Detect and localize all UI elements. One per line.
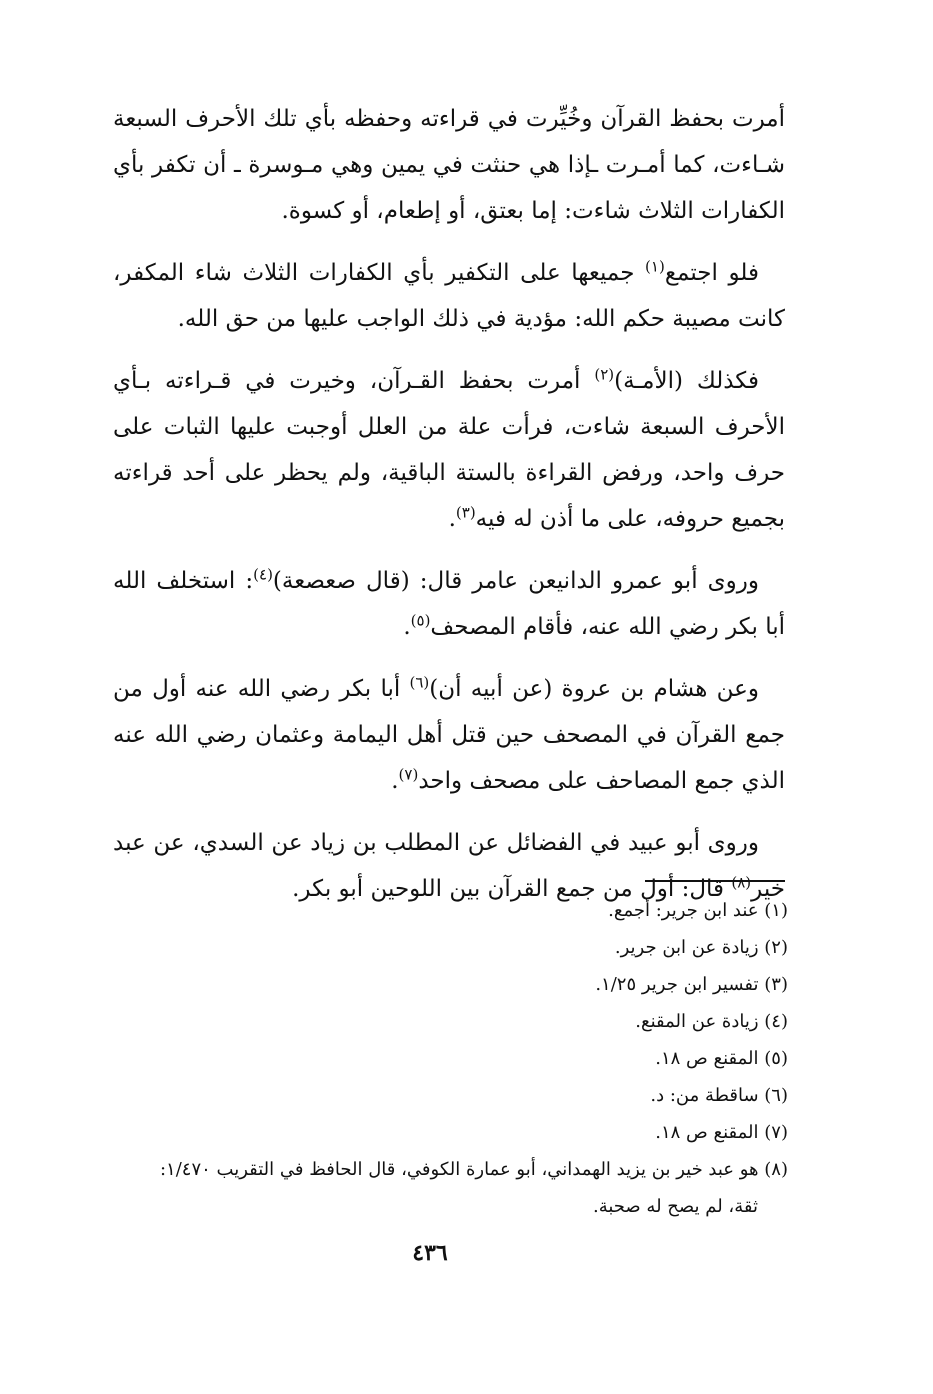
footnote-text: (٢) زيادة عن ابن جرير. xyxy=(614,937,788,958)
footnote xyxy=(108,1040,788,1077)
paragraph-text: أمرت بحفظ القرآن وخُيِّرت في قراءته وحفظه بأي تلك الأحرف السبعة شـاءت، كما أمـرت ـإذا هي حنثت في يمين وهي مـوسرة ـ أن تكفر بأي الكفارات الثلاث شاءت: إما بعتق، أو إطعام، أو كسوة. xyxy=(113,106,785,224)
footnote-reference: (٤) xyxy=(253,565,273,584)
paragraph-text: وروى أبو عبيد في الفضائل عن المطلب بن زياد عن السدي، عن عبد خير xyxy=(113,830,785,902)
footnotes-list xyxy=(108,892,788,1225)
footnote-separator xyxy=(645,880,785,882)
footnote-reference: (١) xyxy=(645,257,665,276)
footnote xyxy=(108,892,788,929)
paragraph-text: . xyxy=(448,506,456,532)
paragraph xyxy=(113,96,785,234)
footnote xyxy=(108,966,788,1003)
footnote xyxy=(108,1114,788,1151)
paragraph-text: فلو اجتمع xyxy=(664,260,759,286)
page-number: ٤٣٦ xyxy=(412,1240,448,1266)
footnote xyxy=(108,1003,788,1040)
paragraph-text: وعن هشام بن عروة (عن أبيه أن) xyxy=(429,676,759,702)
footnote-reference: (٣) xyxy=(455,503,476,522)
paragraph-text: قال: أول من جمع القرآن بين اللوحين أبو بكر. xyxy=(292,876,732,902)
footnote-text: (٤) زيادة عن المقنع. xyxy=(635,1011,788,1032)
paragraph xyxy=(113,358,785,542)
paragraph-text: . xyxy=(403,614,411,640)
footnote-text: (١) عند ابن جرير: أجمع. xyxy=(608,900,788,921)
paragraph-text: أمرت بحفظ القـرآن، وخيرت في قـراءته بـأي الأحرف السبعة شاءت، فرأت علة من العلل أوجبت عليها الثبات على حرف واحد، ورفض القراءة بالستة الباقية، ولم يحظر على أحد قراءته بجميع حروفه، على ما أذن له فيه xyxy=(113,368,785,532)
paragraph-text: : استخلف الله أبا بكر رضي الله عنه، فأقام المصحف xyxy=(113,568,785,640)
main-text-body xyxy=(113,96,785,928)
footnote xyxy=(108,1151,788,1225)
footnote-reference: (٥) xyxy=(410,611,431,630)
paragraph-text: وروى أبو عمرو الدانيعن عامر قال: (قال صعصعة) xyxy=(272,568,759,594)
paragraph-text: جميعها على التكفير بأي الكفارات الثلاث شاء المكفر، كانت مصيبة حكم الله: مؤدية في ذلك الواجب عليها من حق الله. xyxy=(113,260,785,332)
footnote-text: (٦) ساقطة من: د. xyxy=(650,1085,788,1106)
footnote-reference: (٧) xyxy=(398,765,419,784)
footnote-continuation: ثقة، لم يصح له صحبة. xyxy=(592,1196,758,1217)
paragraph xyxy=(113,666,785,804)
footnote-text: (٣) تفسير ابن جرير ١/٢٥. xyxy=(595,974,788,995)
footnote xyxy=(108,929,788,966)
footnote-text: (٧) المقنع ص ١٨. xyxy=(655,1122,788,1143)
footnote-reference: (٨) xyxy=(731,873,752,892)
footnote xyxy=(108,1077,788,1114)
footnote-reference: (٢) xyxy=(594,365,615,384)
footnote-text: (٨) هو عبد خير بن يزيد الهمداني، أبو عمارة الكوفي، قال الحافظ في التقريب ١/٤٧٠: xyxy=(159,1159,788,1180)
paragraph xyxy=(113,558,785,650)
footnote-text: (٥) المقنع ص ١٨. xyxy=(655,1048,788,1069)
footnote-reference: (٦) xyxy=(409,673,430,692)
paragraph xyxy=(113,250,785,342)
paragraph-text: أبا بكر رضي الله عنه أول من جمع القرآن في المصحف حين قتل أهل اليمامة وعثمان رضي الله عنه الذي جمع المصاحف على مصحف واحد xyxy=(113,676,785,794)
paragraph-text: فكذلك (الأمـة) xyxy=(614,368,759,394)
paragraph-text: . xyxy=(391,768,399,794)
